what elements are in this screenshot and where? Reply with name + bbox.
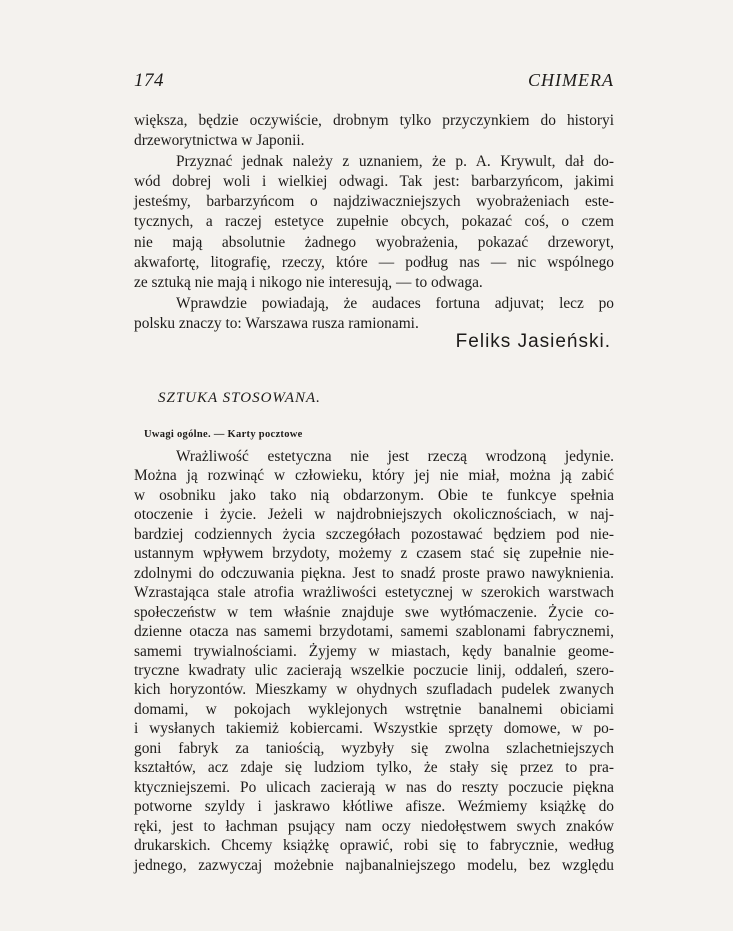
text-line: kształtów, acz zdaje się ludziom tylko, że stały się przez to pra- [134, 759, 614, 777]
page-header [134, 70, 614, 96]
text-line: ręki, jest to łachman psujący nam oczy niedołęstwem swych znaków [134, 817, 614, 835]
text-line: kich horyzontów. Mieszkamy w ohydnych szufladach pudelek zwanych [134, 681, 614, 699]
article-ending [134, 111, 614, 334]
text-line: jesteśmy, barbarzyńcom o najdziwaczniejszych wyobrażeniach este- [134, 193, 614, 211]
text-line: drzeworytnictwa w Japonii. [134, 132, 305, 150]
text-line: potworne szyldy i jaskrawo kłótliwe afisze. Weźmiemy książkę do [134, 798, 614, 816]
author-signature: Feliks Jasieński. [455, 331, 611, 352]
text-line: Wzrastająca stale atrofia wrażliwości estetycznej w szerokich warstwach [134, 584, 614, 602]
text-line: goni fabryk za taniością, wyzbyły się zwolna szlachetniejszych [134, 739, 614, 757]
text-line: społeczeństw w tem właśnie znajduje swe wytłómaczenie. Życie co- [134, 603, 614, 621]
text-line: samemi trywialnościami. Żyjemy w miastach, kędy banalnie geome- [134, 642, 614, 660]
text-line: i wysłanych takiemiż kobiercami. Wszystkie sprzęty domowe, w po- [134, 720, 614, 738]
section-subheading: Uwagi ogólne. — Karty pocztowe [144, 429, 303, 440]
text-line: akwafortę, litografię, rzeczy, które — podług nas — nic wspólnego [134, 254, 614, 272]
text-line: Wprawdzie powiadają, że audaces fortuna adjuvat; lecz po [176, 294, 614, 312]
text-line: Wrażliwość estetyczna nie jest rzeczą wrodzoną jedynie. [176, 448, 614, 465]
text-line: większa, będzie oczywiście, drobnym tylko przyczynkiem do historyi [134, 112, 614, 129]
text-line: Można ją rozwinąć w człowieku, który jej nie miał, można ją zabić [134, 467, 614, 485]
text-line: Przyznać jednak należy z uznaniem, że p. A. Krywult, dał do- [176, 152, 614, 170]
text-line: ktyczniejszemi. Po ulicach zacierają w nas do reszty poczucie piękna [134, 778, 614, 796]
text-line: dzienne otacza nas samemi brzydotami, samemi szablonami fabrycznemi, [134, 623, 614, 641]
text-line: tryczne kwadraty ulic zacierają wszelkie poczucie linij, oddaleń, szero- [134, 661, 614, 679]
text-line: tycznych, a raczej estetyce zupełnie obcych, pokazać coś, o czem [134, 213, 614, 231]
running-head: CHIMERA [528, 70, 614, 90]
section-title: SZTUKA STOSOWANA. [158, 390, 321, 406]
page-number: 174 [134, 70, 164, 91]
text-line: bardziej codziennych życia szczegółach pozostawać będziem pod nie- [134, 525, 614, 543]
section-body [134, 447, 614, 875]
text-line: w osobniku jako tako nią obdarzonym. Obie te funkcye spełnia [134, 486, 614, 504]
text-line: ze sztuką nie mają i nikogo nie interesują, — to odwaga. [134, 274, 483, 292]
text-line: drukarskich. Chcemy książkę oprawić, robi się to fabrycznie, według [134, 837, 614, 855]
text-line: domami, w pokojach wyklejonych wstrętnie banalnemi obiciami [134, 700, 614, 718]
text-line: polsku znaczy to: Warszawa rusza ramionami. [134, 314, 419, 332]
text-line: otoczenie i życie. Jeżeli w najdrobniejszych okolicznościach, w naj- [134, 506, 614, 524]
text-line: nie mają absolutnie żadnego wyobrażenia, pokazać drzeworyt, [134, 233, 614, 251]
text-line: ustannym wpływem brzydoty, możemy z czasem stać się zupełnie nie- [134, 545, 614, 563]
text-line: zdolnymi do odczuwania piękna. Jest to snadź proste prawo nawyknienia. [134, 564, 614, 582]
text-line: wód dobrej woli i wielkiej odwagi. Tak jest: barbarzyńcom, jakimi [134, 172, 614, 190]
text-line: jednego, zazwyczaj możebnie najbanalniejszego modelu, bez względu [134, 856, 614, 874]
